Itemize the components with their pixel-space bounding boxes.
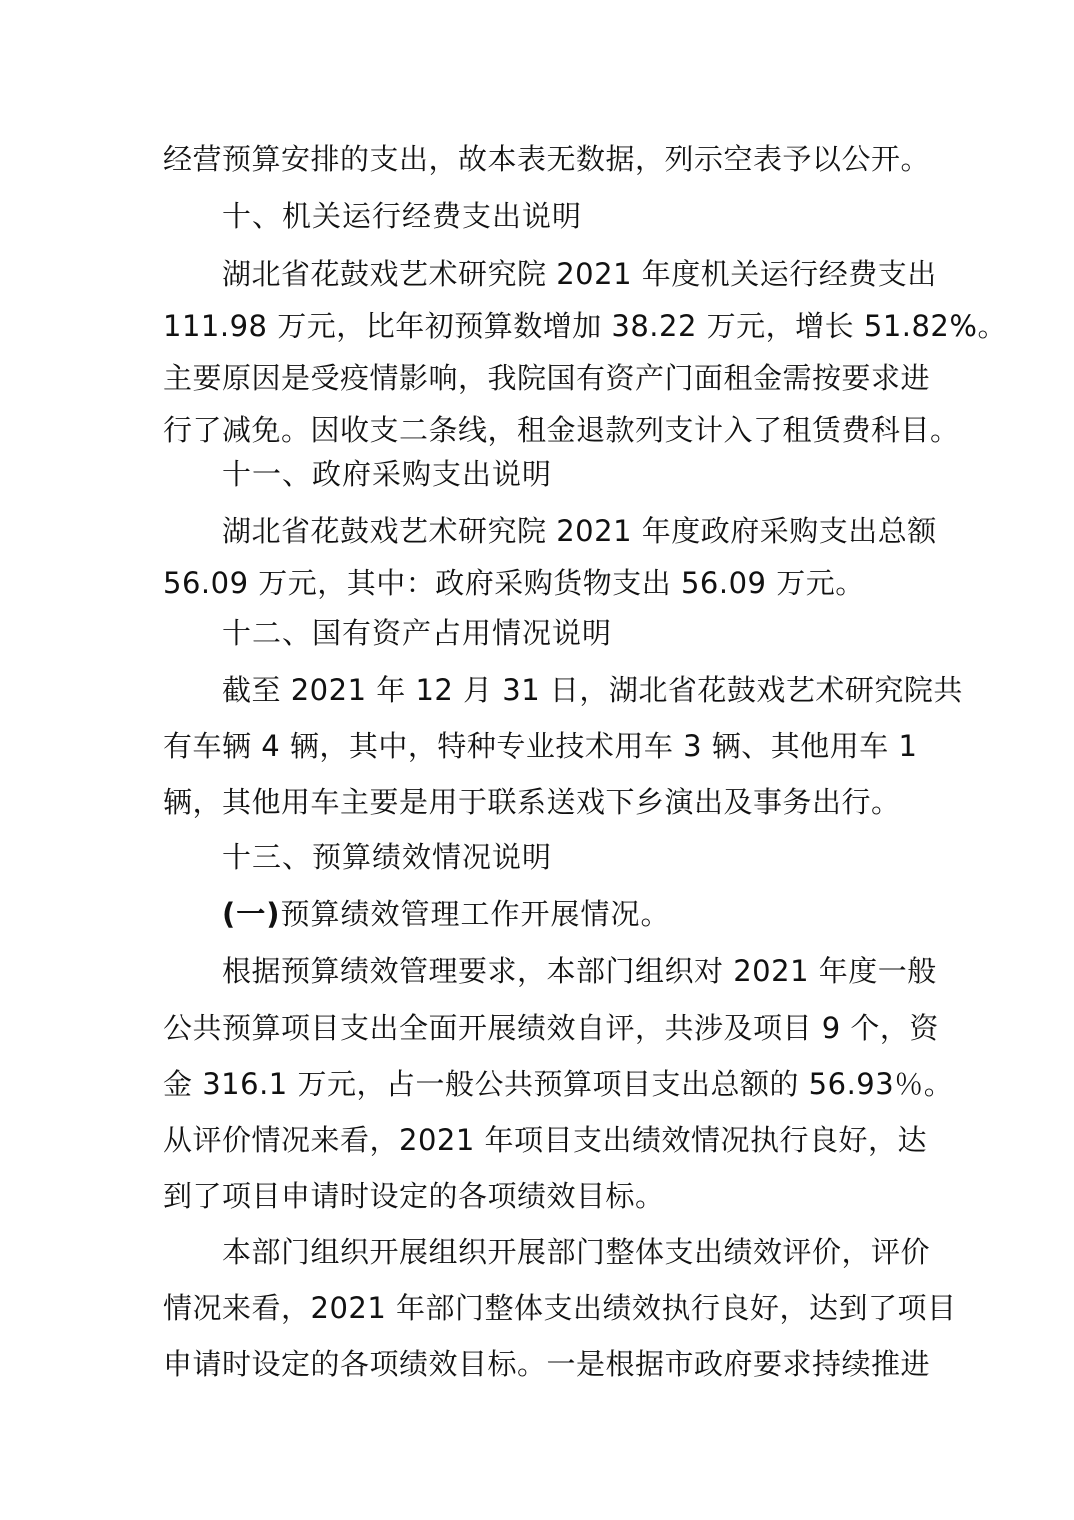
subsection-number: (一)	[222, 897, 281, 931]
paragraph-line: 申请时设定的各项绩效目标。一是根据市政府要求持续推进	[163, 1347, 931, 1381]
paragraph-line: 情况来看，2021 年部门整体支出绩效执行良好，达到了项目	[163, 1291, 957, 1325]
paragraph-line: 从评价情况来看，2021 年项目支出绩效情况执行良好，达	[163, 1123, 928, 1157]
section-heading-10: 十、机关运行经费支出说明	[222, 199, 583, 233]
paragraph-line: 行了减免。因收支二条线，租金退款列支计入了租赁费科目。	[163, 413, 960, 447]
paragraph-line: 经营预算安排的支出，故本表无数据，列示空表予以公开。	[163, 142, 931, 176]
paragraph-line: 截至 2021 年 12 月 31 日，湖北省花鼓戏艺术研究院共	[222, 673, 963, 707]
subsection-heading	[222, 894, 913, 934]
paragraph-line: 湖北省花鼓戏艺术研究院 2021 年度机关运行经费支出	[222, 257, 937, 291]
section-heading-11: 十一、政府采购支出说明	[222, 457, 553, 491]
paragraph-line: 辆，其他用车主要是用于联系送戏下乡演出及事务出行。	[163, 785, 901, 819]
paragraph-line: 公共预算项目支出全面开展绩效自评，共涉及项目 9 个，资	[163, 1011, 939, 1045]
paragraph-line: 根据预算绩效管理要求，本部门组织对 2021 年度一般	[222, 954, 937, 988]
paragraph-line: 湖北省花鼓戏艺术研究院 2021 年度政府采购支出总额	[222, 514, 937, 548]
paragraph-line: 111.98 万元，比年初预算数增加 38.22 万元，增长 51.82%。	[163, 309, 1007, 343]
paragraph-line: 本部门组织开展组织开展部门整体支出绩效评价，评价	[222, 1235, 931, 1269]
section-heading-13: 十三、预算绩效情况说明	[222, 840, 553, 874]
paragraph-line: 金 316.1 万元，占一般公共预算项目支出总额的 56.93％。	[163, 1067, 954, 1101]
paragraph-line: 56.09 万元，其中：政府采购货物支出 56.09 万元。	[163, 566, 865, 600]
paragraph-line: 主要原因是受疫情影响，我院国有资产门面租金需按要求进	[163, 361, 931, 395]
section-heading-12: 十二、国有资产占用情况说明	[222, 616, 613, 650]
paragraph-line: 有车辆 4 辆，其中，特种专业技术用车 3 辆、其他用车 1	[163, 729, 918, 763]
subsection-title: 预算绩效管理工作开展情况。	[280, 897, 671, 931]
paragraph-line: 到了项目申请时设定的各项绩效目标。	[163, 1179, 665, 1213]
